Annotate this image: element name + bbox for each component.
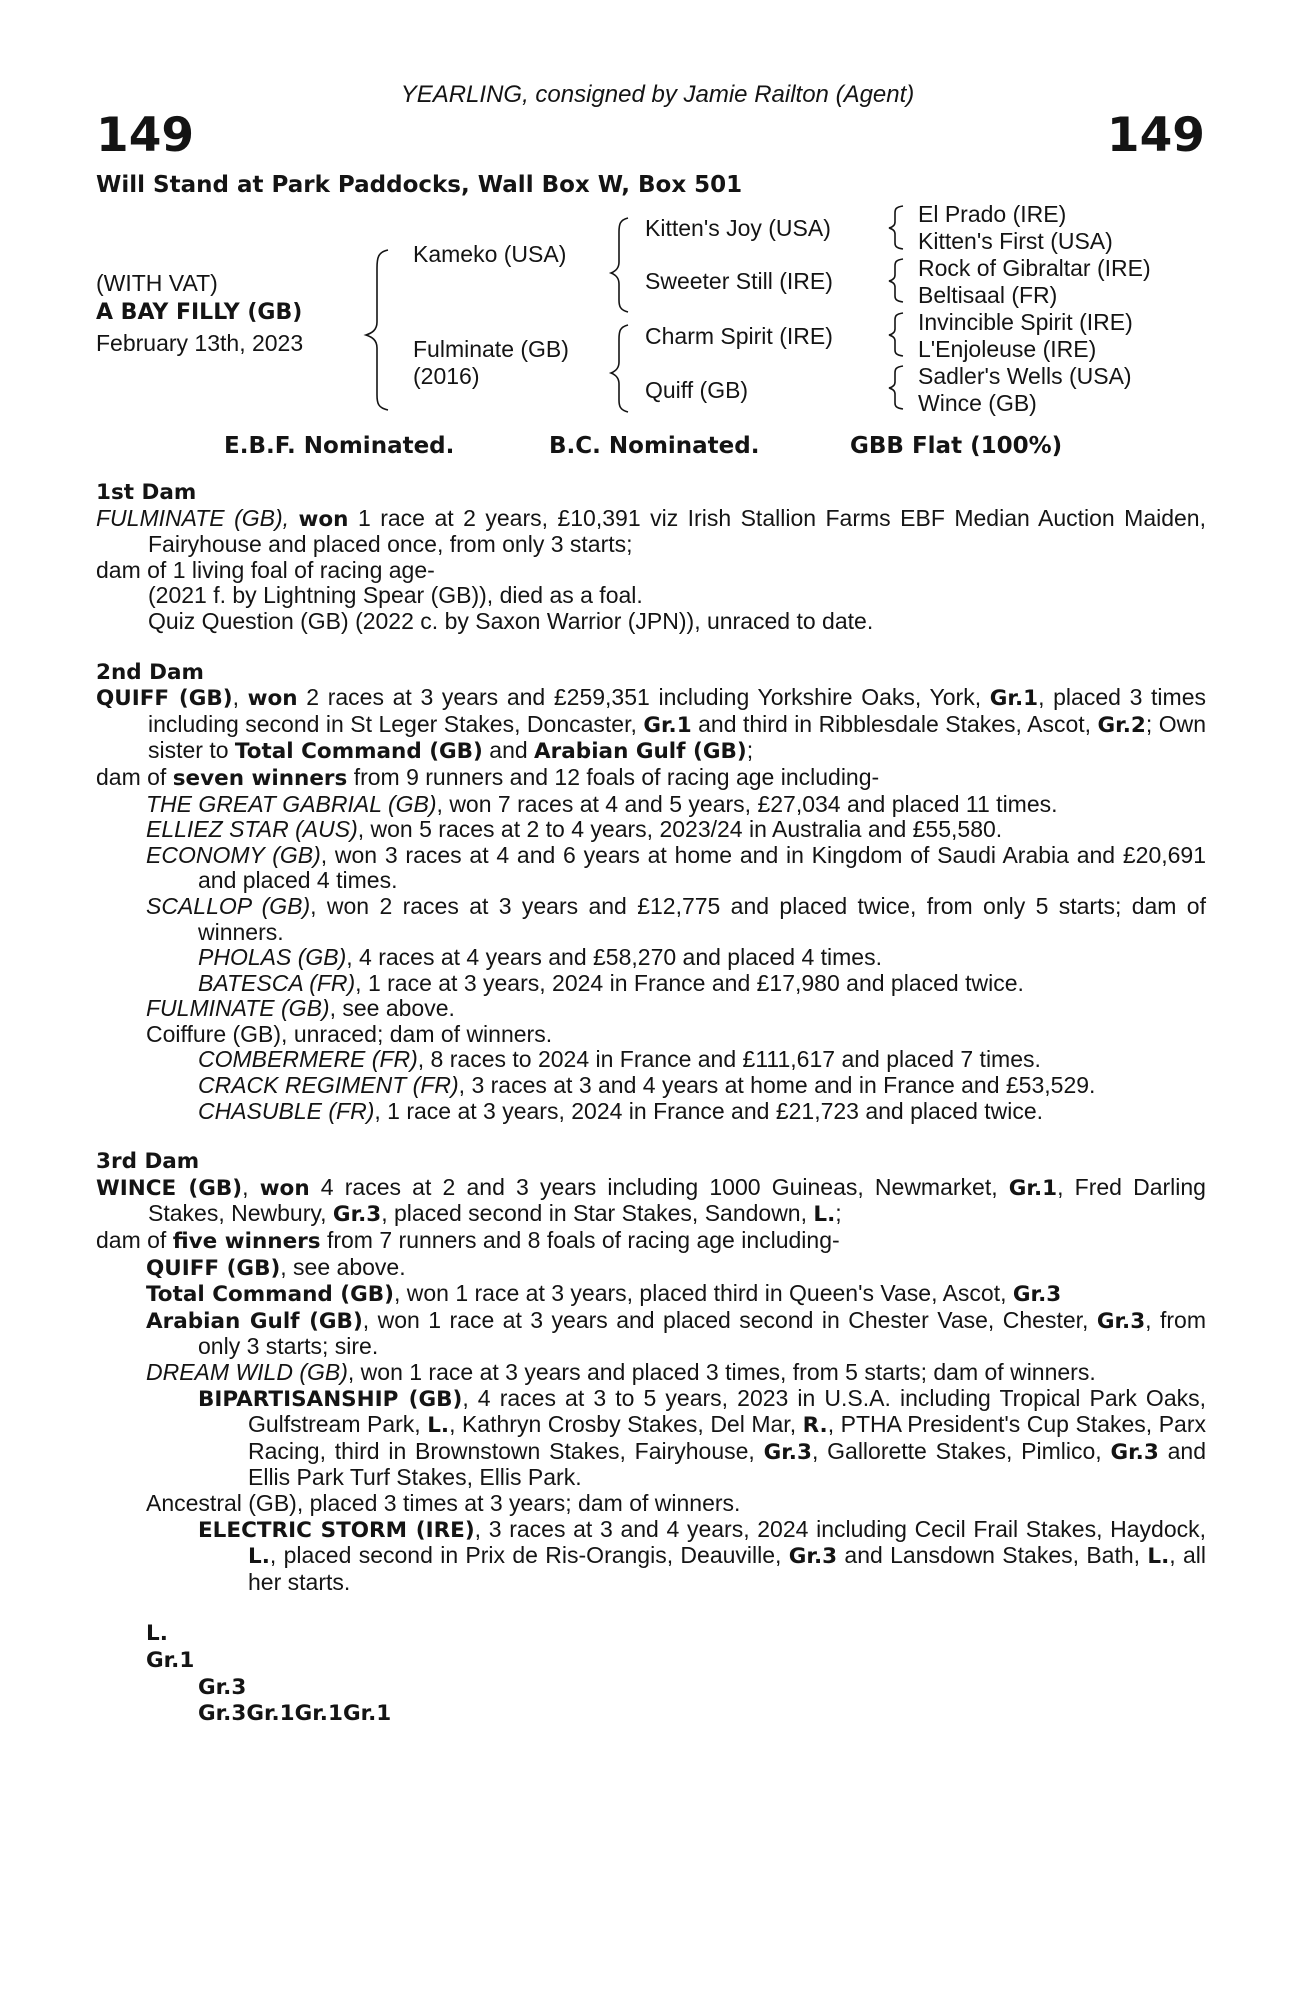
- produce-item: Ancestral (GB), placed 3 times at 3 years; dam of winners.: [146, 1489, 741, 1516]
- produce-item: DREAM WILD (GB), won 1 race at 3 years and placed 3 times, from 5 starts; dam of winners.: [146, 1359, 1096, 1385]
- produce-item: QUIFF (GB), see above.: [146, 1253, 406, 1281]
- heading-1st-dam: 1st Dam: [96, 480, 197, 505]
- produce-item: SCALLOP (GB), won 2 races at 3 years and £12,775 and placed twice, from only 5 starts; dam of winners.: [146, 892, 1206, 945]
- produce-item: FULMINATE (GB), see above.: [146, 995, 455, 1022]
- produce-item: CHASUBLE (FR), 1 race at 3 years, 2024 in France and £21,723 and placed twice.: [198, 1097, 1044, 1124]
- g-2: Kitten's First (USA): [918, 228, 1113, 254]
- consignor-line: YEARLING, consigned by Jamie Railton (Agent): [400, 81, 915, 108]
- dam: Fulminate (GB): [413, 336, 569, 362]
- bc-nominated: B.C. Nominated.: [549, 433, 760, 459]
- produce-item: Gr.3: [198, 1674, 247, 1700]
- g-6: L'Enjoleuse (IRE): [918, 336, 1097, 362]
- foaling-date: February 13th, 2023: [96, 330, 304, 356]
- third-dam-produce-summary: dam of five winners from 7 runners and 8 foals of racing age including-: [96, 1227, 840, 1255]
- sire-dam: Sweeter Still (IRE): [645, 268, 833, 294]
- lot-number-left: 149: [96, 108, 195, 163]
- ebf-nominated: E.B.F. Nominated.: [224, 433, 455, 459]
- lot-number-right: 149: [1106, 108, 1205, 163]
- produce-item: Total Command (GB), won 1 race at 3 years, placed third in Queen's Vase, Ascot, Gr.3: [146, 1280, 1062, 1308]
- produce-item: BATESCA (FR), 1 race at 3 years, 2024 in France and £17,980 and placed twice.: [198, 969, 1024, 996]
- produce-item: L.: [146, 1621, 168, 1647]
- dam-sire: Charm Spirit (IRE): [645, 323, 833, 349]
- g-5: Invincible Spirit (IRE): [918, 309, 1133, 335]
- subject-name: A BAY FILLY (GB): [96, 300, 303, 325]
- produce-item: ELLIEZ STAR (AUS), won 5 races at 2 to 4 years, 2023/24 in Australia and £55,580.: [146, 816, 1003, 843]
- sire: Kameko (USA): [413, 241, 567, 267]
- g-8: Wince (GB): [918, 390, 1037, 416]
- produce-item: CRACK REGIMENT (FR), 3 races at 3 and 4 years at home and in France and £53,529.: [198, 1072, 1096, 1099]
- g-4: Beltisaal (FR): [918, 282, 1058, 308]
- dam-lines: [96, 480, 1206, 1727]
- produce-item: ELECTRIC STORM (IRE), 3 races at 3 and 4 years, 2024 including Cecil Frail Stakes, Haydock, L., placed second in Prix de Ris-Orangis, Deauville, Gr.3 and Lansdown Stakes, Bath, L., all her starts.: [198, 1515, 1207, 1595]
- gbb-flat: GBB Flat (100%): [850, 433, 1063, 459]
- produce-item: THE GREAT GABRIAL (GB), won 7 races at 4 and 5 years, £27,034 and placed 11 times.: [146, 790, 1058, 817]
- produce-item: BIPARTISANSHIP (GB), 4 races at 3 to 5 years, 2023 in U.S.A. including Tropical Park Oaks, Gulfstream Park, L., Kathryn Crosby Stakes, Del Mar, R., PTHA President's Cup Stakes, Parx Racing, third in Brownstown Stakes, Fairyhouse, Gr.3, Gallorette Stakes, Pimlico, Gr.3 and Ellis Park Turf Stakes, Ellis Park.: [198, 1384, 1206, 1491]
- produce-item: COMBERMERE (FR), 8 races to 2024 in France and £111,617 and placed 7 times.: [198, 1046, 1041, 1073]
- stand-location: Will Stand at Park Paddocks, Wall Box W, Box 501: [96, 172, 743, 198]
- produce-item: Coiffure (GB), unraced; dam of winners.: [146, 1020, 553, 1047]
- dam-dam: Quiff (GB): [645, 377, 749, 403]
- second-dam-produce-summary: dam of seven winners from 9 runners and 12 foals of racing age including-: [96, 763, 880, 791]
- produce-item: ECONOMY (GB), won 3 races at 4 and 6 years at home and in Kingdom of Saudi Arabia and £20,691 and placed 4 times.: [146, 841, 1206, 894]
- g-3: Rock of Gibraltar (IRE): [918, 255, 1151, 281]
- produce-item: Gr.1: [146, 1647, 195, 1673]
- dam-year: (2016): [413, 363, 480, 389]
- produce-item: (2021 f. by Lightning Spear (GB)), died as a foal.: [148, 582, 643, 609]
- second-dam-record: QUIFF (GB), won 2 races at 3 years and £259,351 including Yorkshire Oaks, York, Gr.1, placed 3 times including second in St Leger Stakes, Doncaster, Gr.1 and third in Ribblesdale Stakes, Ascot, Gr.2; Own sister to Total Command (GB) and Arabian Gulf (GB);: [96, 684, 1206, 765]
- produce-item: Quiz Question (GB) (2022 c. by Saxon Warrior (JPN)), unraced to date.: [148, 607, 874, 634]
- first-dam-record: FULMINATE (GB), won 1 race at 2 years, £10,391 viz Irish Stallion Farms EBF Median Auction Maiden, Fairyhouse and placed once, from only 3 starts;: [96, 504, 1206, 558]
- heading-2nd-dam: 2nd Dam: [96, 659, 204, 685]
- produce-item: Gr.3Gr.1Gr.1Gr.1: [198, 1701, 392, 1727]
- produce-item: Arabian Gulf (GB), won 1 race at 3 years and placed second in Chester Vase, Chester, Gr.3, from only 3 starts; sire.: [146, 1306, 1207, 1360]
- heading-3rd-dam: 3rd Dam: [96, 1149, 200, 1175]
- third-dam-record: WINCE (GB), won 4 races at 2 and 3 years including 1000 Guineas, Newmarket, Gr.1, Fred Darling Stakes, Newbury, Gr.3, placed second in Star Stakes, Sandown, L.;: [96, 1173, 1206, 1228]
- g-7: Sadler's Wells (USA): [918, 363, 1132, 389]
- produce-item: PHOLAS (GB), 4 races at 4 years and £58,270 and placed 4 times.: [198, 944, 882, 971]
- first-dam-produce-summary: dam of 1 living foal of racing age-: [96, 556, 435, 583]
- vat-label: (WITH VAT): [96, 270, 218, 296]
- sire-sire: Kitten's Joy (USA): [645, 215, 831, 241]
- g-1: El Prado (IRE): [918, 201, 1067, 227]
